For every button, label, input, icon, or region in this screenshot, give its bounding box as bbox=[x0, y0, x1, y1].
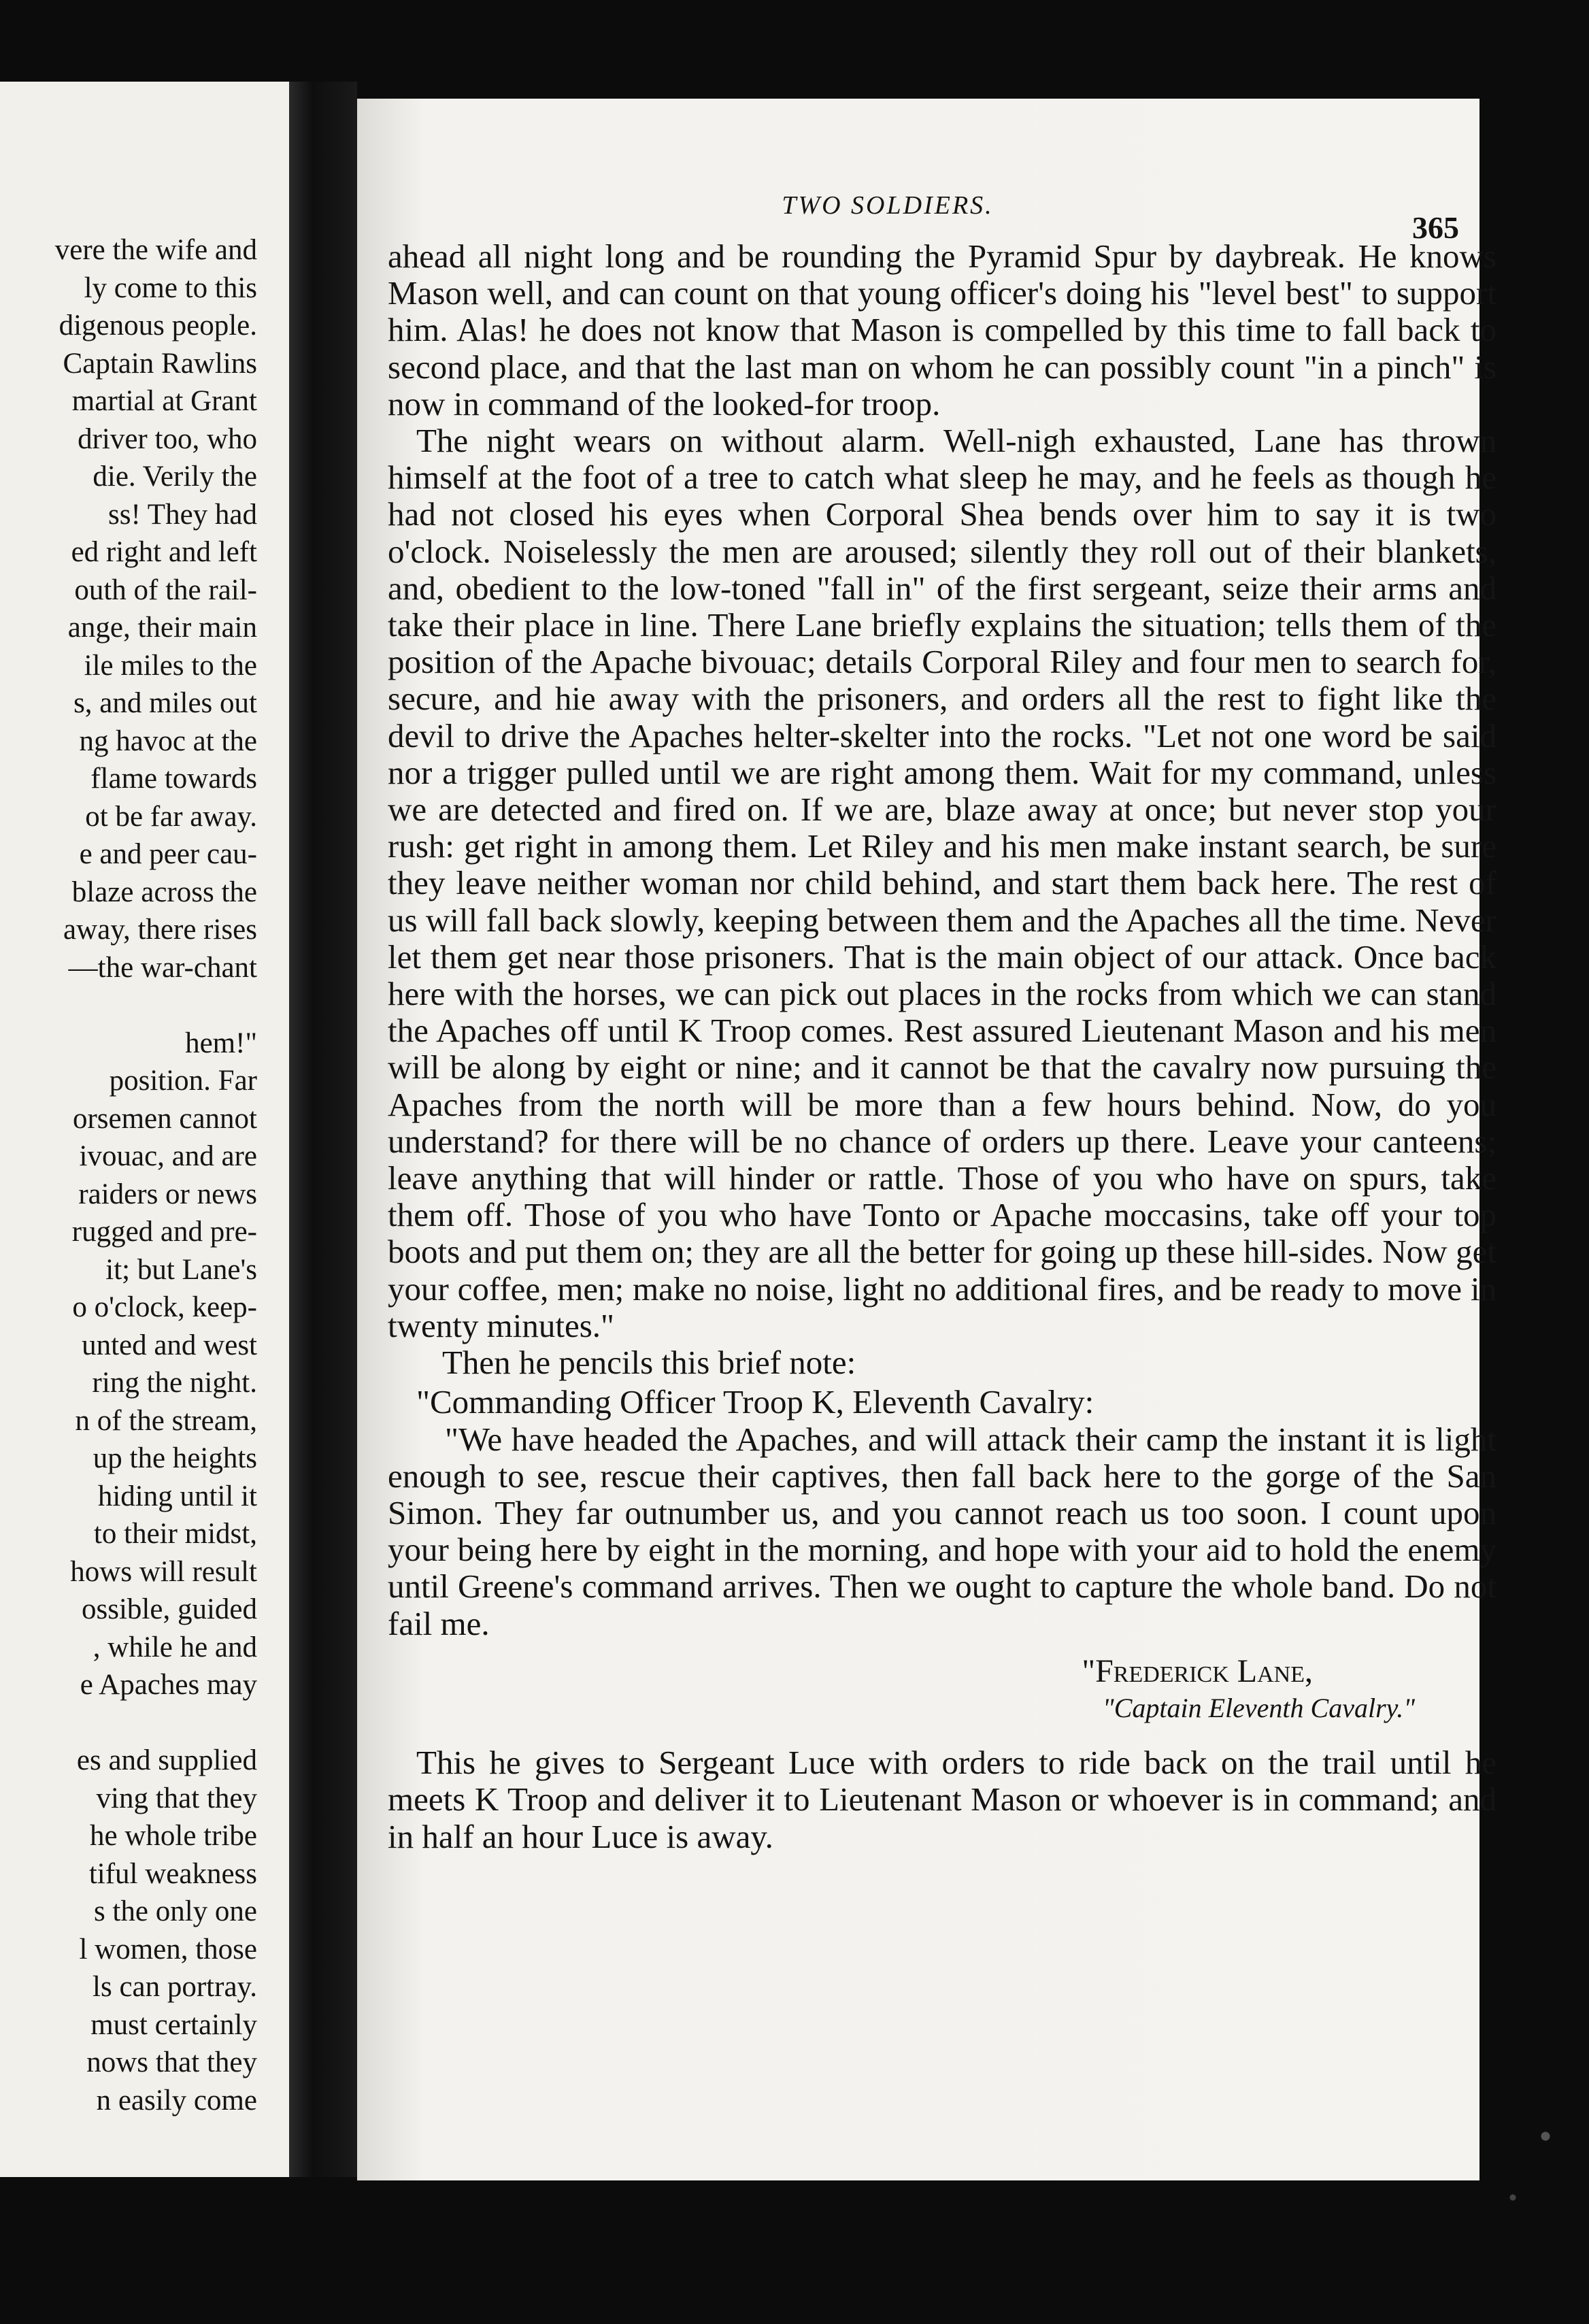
left-page-line: vere the wife and bbox=[54, 234, 257, 266]
signature-title: "Captain Eleventh Cavalry." bbox=[1102, 1692, 1415, 1723]
left-page-line: to their midst, bbox=[93, 1518, 257, 1550]
left-page-line: outh of the rail- bbox=[74, 574, 257, 606]
left-page bbox=[0, 82, 289, 2177]
left-page-line bbox=[0, 1704, 289, 1742]
left-page-line: , while he and bbox=[93, 1631, 257, 1663]
paragraph: This he gives to Sergeant Luce with orders to ride back on the trail until he meets K Troop and deliver it to Lieutenant Mason or whoever is in command; and in half an hour Luce is away. bbox=[388, 1744, 1496, 1855]
left-page-line: e Apaches may bbox=[80, 1669, 257, 1701]
left-page-line: nows that they bbox=[86, 2046, 257, 2078]
left-page-line: unted and west bbox=[82, 1329, 257, 1361]
left-page-line: Captain Rawlins bbox=[63, 347, 257, 380]
left-page-line: n easily come bbox=[96, 2084, 257, 2116]
left-page-line: orsemen cannot bbox=[72, 1102, 257, 1135]
letter-body: "We have headed the Apaches, and will attack their camp the instant it is light enough to see, rescue their captives, then fall back here to the gorge of the San Simon. They far outnumber us, and you cannot reach us too soon. I count upon your being here by eight in the morning, and hope with your aid to hold the enemy until Greene's command arrives. Then we ought to capture the whole band. Do not fail me. bbox=[388, 1420, 1496, 1642]
body-text bbox=[388, 238, 1496, 1855]
left-page-line: s, and miles out bbox=[73, 687, 257, 719]
book-gutter bbox=[289, 82, 357, 2177]
left-page-text bbox=[0, 231, 289, 2119]
left-page-line: blaze across the bbox=[71, 876, 257, 908]
left-page-line: digenous people. bbox=[58, 310, 257, 342]
left-page-line: l women, those bbox=[79, 1933, 257, 1965]
letter-salutation: "Commanding Officer Troop K, Eleventh Cavalry: bbox=[416, 1383, 1094, 1421]
left-page-line: e and peer cau- bbox=[79, 838, 257, 870]
left-page-line: hem!" bbox=[185, 1027, 257, 1059]
left-page-line: ving that they bbox=[96, 1782, 257, 1814]
left-page-line: ls can portray. bbox=[93, 1971, 257, 2003]
page-speckle bbox=[1480, 2055, 1589, 2259]
paragraph: ahead all night long and be rounding the Pyramid Spur by daybreak. He knows Mason well, and can count on that young officer's doing his "level best" to support him. Alas! he does not know that Mason is compelled by this time to fall back to second place, and that the last man on whom he can possibly count "in a pinch" is now in command of the looked-for troop. bbox=[388, 237, 1496, 422]
right-page bbox=[357, 99, 1496, 2180]
left-page-line: —the war-chant bbox=[68, 951, 257, 984]
left-page-line: s the only one bbox=[93, 1895, 257, 1927]
left-page-line: es and supplied bbox=[76, 1744, 257, 1776]
left-page-line: ed right and left bbox=[71, 536, 257, 568]
left-page-line: tiful weakness bbox=[88, 1857, 257, 1890]
left-page-line: up the heights bbox=[93, 1442, 257, 1474]
paragraph: Then he pencils this brief note: bbox=[442, 1344, 856, 1382]
left-page-line: position. Far bbox=[109, 1065, 257, 1097]
left-page-line: rugged and pre- bbox=[71, 1216, 257, 1248]
letter-signature: "Frederick Lane, bbox=[1082, 1653, 1313, 1689]
left-page-line: it; but Lane's bbox=[105, 1253, 257, 1286]
left-page-line: ossible, guided bbox=[82, 1593, 257, 1625]
running-head: TWO SOLDIERS. bbox=[782, 191, 994, 220]
left-page-line bbox=[0, 986, 289, 1025]
left-page-line: raiders or news bbox=[78, 1178, 257, 1210]
page-number: 365 bbox=[1412, 210, 1459, 245]
left-page-line: ly come to this bbox=[84, 271, 257, 304]
left-page-line: ot be far away. bbox=[85, 800, 257, 833]
left-page-line: away, there rises bbox=[63, 914, 257, 946]
left-page-line: must certainly bbox=[90, 2008, 257, 2041]
left-page-line: hiding until it bbox=[97, 1480, 257, 1512]
left-page-line: o o'clock, keep- bbox=[72, 1291, 257, 1323]
left-page-line: flame towards bbox=[90, 763, 257, 795]
left-page-line: ring the night. bbox=[92, 1367, 257, 1399]
left-page-line: driver too, who bbox=[78, 422, 257, 455]
left-page-line: hows will result bbox=[70, 1555, 257, 1588]
left-page-line: ng havoc at the bbox=[79, 725, 257, 757]
left-page-line: ss! They had bbox=[108, 498, 257, 531]
paragraph: The night wears on without alarm. Well-nigh exhausted, Lane has thrown himself at the foot of a tree to catch what sleep he may, and he feels as though he had not closed his eyes when Corporal Shea bends over him to say it is two o'clock. Noiselessly the men are aroused; silently they roll out of their blankets, and, obedient to the low-toned "fall in" of the first sergeant, seize their arms and take their place in line. There Lane briefly explains the situation; tells them of the position of the Apache bivouac; details Corporal Riley and four men to search for, secure, and hie away with the prisoners, and orders all the rest to fight like the devil to drive the Apaches helter-skelter into the rocks. "Let not one word be said nor a trigger pulled until we are right among them. Wait for my command, unless we are detected and fired on. If we are, blaze away at once; but never stop your rush: get right in among them. Let Riley and his men make instant search, be sure they leave neither woman nor child behind, and start them back here. The rest of us will fall back slowly, keeping between them and the Apaches all the time. Never let them get near those prisoners. That is the main object of our attack. Once back here with the horses, we can pick out places in the rocks from which we can stand the Apaches off until K Troop comes. Rest assured Lieutenant Mason and his men will be along by eight or nine; and it cannot be that the cavalry now pursuing the Apaches from the north will be more than a few hours behind. Now, do you understand? for there will be no chance of orders up there. Leave your canteens; leave anything that will hinder or rattle. Those of you who have on spurs, take them off. Those of you who have Tonto or Apache moccasins, take off your top boots and put them on; they are all the better for going up these hill-sides. Now get your coffee, men; make no noise, light no additional fires, and be ready to move in twenty minutes." bbox=[388, 422, 1496, 1344]
left-page-line: n of the stream, bbox=[75, 1404, 257, 1437]
left-page-line: ivouac, and are bbox=[79, 1140, 257, 1172]
left-page-line: ile miles to the bbox=[84, 649, 257, 682]
left-page-line: martial at Grant bbox=[71, 385, 257, 417]
left-page-line: die. Verily the bbox=[93, 461, 257, 493]
left-page-line: he whole tribe bbox=[90, 1820, 257, 1852]
left-page-line: ange, their main bbox=[67, 612, 257, 644]
